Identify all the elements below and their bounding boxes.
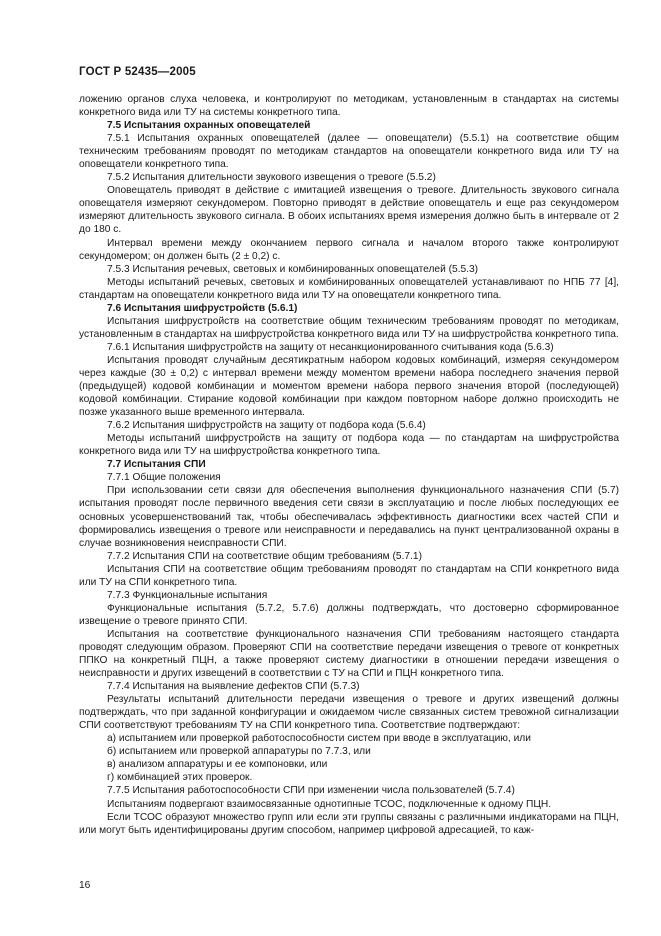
subsection-title-7-6-2: 7.6.2 Испытания шифрустройств на защиту от подбора кода (5.6.4)	[107, 420, 426, 432]
subsection-title-7-7-1: 7.7.1 Общие положения	[107, 472, 221, 484]
paragraph-continuation: ложению органов слуха человека, и контролируют по методикам, установленным в стандартах на системы конкретного вида или ТУ на системы конкретного типа.	[79, 94, 619, 119]
paragraph: Оповещатель приводят в действие с имитацией извещения о тревоге. Длительность звукового сигнала оповещателя измеряют секундомером. Повторно приводят в действие оповещатель и еще раз секундомером измеряют длительность звукового сигнала. В обоих испытаниях время измерения должно быть в интервале от 2 до 180 с.	[79, 185, 619, 236]
paragraph: Испытания на соответствие функционального назначения СПИ требованиям настоящего стандарта проводят следующим образом. Проверяют СПИ на соответствие передачи извещения о тревоге от конкретных ППКО на конкретный ПЦН, а также проверяют систему диагностики в отношении передачи извещения о неисправности и других извещений в соответствии с ТУ на СПИ и ПЦН конкретного типа.	[79, 628, 619, 680]
paragraph: 7.5.1 Испытания охранных оповещателей (далее — оповещатели) (5.5.1) на соответствие общим техническим требованиям проводят по методикам стандартов на оповещатели конкретного вида или ТУ на оповещатели конкретного типа.	[79, 133, 619, 171]
paragraph: Испытания шифрустройств на соответствие общим техническим требованиям проводят по методикам, установленным в стандартах на шифрустройства конкретного вида или ТУ на шифрустройства конкретного типа.	[79, 315, 619, 340]
paragraph: Испытания проводят случайным десятикратным набором кодовых комбинаций, измеряя секундомером через каждые (30 ± 0,2) с интервал времени между моментом времени набора последнего значения первой (предыдущей) кодовой комбинации и моментом времени набора первого значения второй (последующей) кодовой комбинации. Стирание кодовой комбинации при каждом повторном наборе должно происходить не позже указанного выше временного интервала.	[79, 354, 619, 419]
document-code-header: ГОСТ Р 52435—2005	[79, 66, 196, 78]
document-body	[79, 93, 619, 837]
subsection-title-7-6-1: 7.6.1 Испытания шифрустройств на защиту от несанкционированного считывания кода (5.6.3)	[107, 341, 554, 353]
paragraph: Результаты испытаний длительности передачи извещения о тревоге и других извещений должны подтверждать, что при заданной конфигурации и ожидаемом числе связанных систем тревожной сигнализации СПИ соответствуют требованиям ТУ на СПИ конкретного типа. Соответствие подтверждают:	[79, 694, 619, 732]
page-number: 16	[79, 880, 91, 891]
list-item: г) комбинацией этих проверок.	[107, 772, 253, 784]
section-heading-7-5: 7.5 Испытания охранных оповещателей	[107, 120, 311, 132]
list-item: а) испытанием или проверкой работоспособности систем при вводе в эксплуатацию, или	[107, 733, 531, 745]
subsection-title-7-7-2: 7.7.2 Испытания СПИ на соответствие общим требованиям (5.7.1)	[107, 550, 422, 562]
list-item: в) анализом аппаратуры и ее компоновки, или	[107, 759, 328, 771]
paragraph: Методы испытаний речевых, световых и комбинированных оповещателей устанавливают по НПБ 77 [4], стандартам на оповещатели конкретного вида или ТУ на оповещатели конкретного типа.	[79, 276, 619, 301]
section-heading-7-7: 7.7 Испытания СПИ	[107, 459, 206, 471]
section-heading-7-6: 7.6 Испытания шифрустройств (5.6.1)	[107, 302, 298, 314]
subsection-title-7-5-2: 7.5.2 Испытания длительности звукового извещения о тревоге (5.5.2)	[107, 172, 436, 184]
subsection-title-7-7-3: 7.7.3 Функциональные испытания	[107, 589, 268, 601]
paragraph: Методы испытаний шифрустройств на защиту от подбора кода — по стандартам на шифрустройства конкретного вида или ТУ на шифрустройства конкретного типа.	[79, 433, 619, 458]
subsection-title-7-7-4: 7.7.4 Испытания на выявление дефектов СПИ (5.7.3)	[107, 681, 360, 693]
paragraph: Функциональные испытания (5.7.2, 5.7.6) должны подтверждать, что достоверно сформированное извещение о тревоге принято СПИ.	[79, 602, 619, 627]
list-item: б) испытанием или проверкой аппаратуры по 7.7.3, или	[107, 746, 371, 758]
paragraph: Интервал времени между окончанием первого сигнала и началом второго также контролируют секундомером; он должен быть (2 ± 0,2) с.	[79, 237, 619, 262]
subsection-title-7-7-5: 7.7.5 Испытания работоспособности СПИ при изменении числа пользователей (5.7.4)	[107, 785, 515, 797]
paragraph: Испытаниям подвергают взаимосвязанные однотипные ТСОС, подключенные к одному ПЦН.	[107, 798, 552, 810]
paragraph: При использовании сети связи для обеспечения выполнения функционального назначения СПИ (5.7) испытания проводят после первичного введения сети связи в эксплуатацию и после любых последующих ее основных усовершенствований так, чтобы обеспечивалась эффективность диагностики всех частей СПИ и формировались извещения о тревоге или неисправности и передавались на пункт централизованной охраны в случае возникновения неисправности СПИ.	[79, 485, 619, 549]
subsection-title-7-5-3: 7.5.3 Испытания речевых, световых и комбинированных оповещателей (5.5.3)	[107, 263, 479, 275]
paragraph: Испытания СПИ на соответствие общим требованиям проводят по стандартам на СПИ конкретного вида или ТУ на СПИ конкретного типа.	[79, 563, 619, 588]
paragraph: Если ТСОС образуют множество групп или если эти группы связаны с различными индикаторами на ПЦН, или могут быть идентифицированы другим способом, например цифровой адресацией, то каж-	[79, 811, 619, 836]
